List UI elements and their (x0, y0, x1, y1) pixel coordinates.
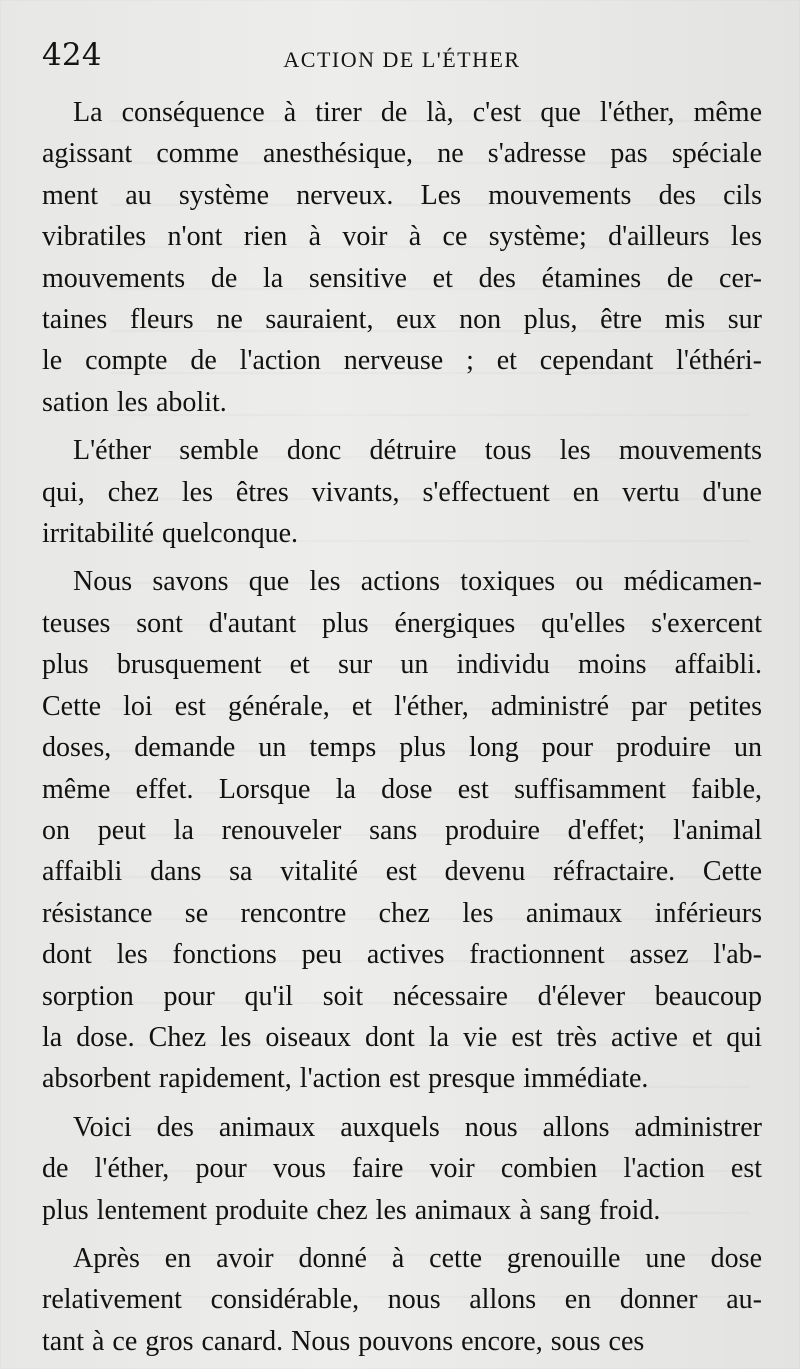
paragraph-3 (42, 561, 762, 1099)
page-header (42, 37, 762, 84)
paragraph-line: agissant comme anesthésique, ne s'adresse pas spéciale (42, 138, 762, 170)
paragraph-line: de l'éther, pour vous faire voir combien l'action est (42, 1153, 762, 1185)
paragraph-line: qui, chez les êtres vivants, s'effectuent en vertu d'une (42, 476, 762, 508)
paragraph-line: sorption pour qu'il soit nécessaire d'élever beaucoup (42, 980, 762, 1012)
paragraph-line: on peut la renouveler sans produire d'effet; l'animal (42, 814, 762, 846)
paragraph-line: la dose. Chez les oiseaux dont la vie est très active et qui (42, 1021, 762, 1053)
paragraph-line: relativement considérable, nous allons en donner au- (42, 1284, 762, 1316)
paragraph-line: Voici des animaux auxquels nous allons administrer (73, 1111, 762, 1143)
page-number: 424 (42, 37, 102, 73)
paragraph-line: résistance se rencontre chez les animaux inférieurs (42, 897, 762, 929)
paragraph-line: L'éther semble donc détruire tous les mouvements (73, 435, 762, 467)
paragraph-line: plus lentement produite chez les animaux à sang froid. (42, 1194, 661, 1226)
paragraph-line: Nous savons que les actions toxiques ou médicamen- (73, 566, 762, 598)
paragraph-line: teuses sont d'autant plus énergiques qu'elles s'exercent (42, 607, 762, 639)
paragraph-line: taines fleurs ne sauraient, eux non plus, être mis sur (42, 304, 762, 336)
paragraph-line: vibratiles n'ont rien à voir à ce système; d'ailleurs les (42, 221, 762, 253)
paragraph-1 (42, 92, 762, 423)
page-content (42, 92, 762, 1362)
paragraph-line: tant à ce gros canard. Nous pouvons encore, sous ces (42, 1325, 645, 1357)
paragraph-line: le compte de l'action nerveuse ; et cependant l'éthéri- (42, 345, 762, 377)
paragraph-line: affaibli dans sa vitalité est devenu réfractaire. Cette (42, 856, 762, 888)
paragraph-line: mouvements de la sensitive et des étamines de cer- (42, 262, 762, 294)
paragraph-line: ment au système nerveux. Les mouvements des cils (42, 179, 762, 211)
paragraph-line: Après en avoir donné à cette grenouille une dose (73, 1242, 762, 1274)
paragraph-5 (42, 1238, 762, 1362)
paragraph-line: absorbent rapidement, l'action est presque immédiate. (42, 1063, 649, 1095)
paragraph-2 (42, 430, 762, 554)
paragraph-line: doses, demande un temps plus long pour produire un (42, 732, 762, 764)
paragraph-line: La conséquence à tirer de là, c'est que l'éther, même (73, 97, 762, 128)
paragraph-line: même effet. Lorsque la dose est suffisamment faible, (42, 773, 762, 805)
running-head: ACTION DE L'ÉTHER (283, 47, 521, 72)
paragraph-line: dont les fonctions peu actives fractionnent assez l'ab- (42, 939, 762, 971)
paragraph-line: irritabilité quelconque. (42, 518, 299, 550)
paragraph-line: sation les abolit. (42, 386, 227, 418)
paragraph-line: Cette loi est générale, et l'éther, administré par petites (42, 690, 762, 722)
paragraph-line: plus brusquement et sur un individu moins affaibli. (42, 649, 762, 681)
paragraph-4 (42, 1107, 762, 1231)
